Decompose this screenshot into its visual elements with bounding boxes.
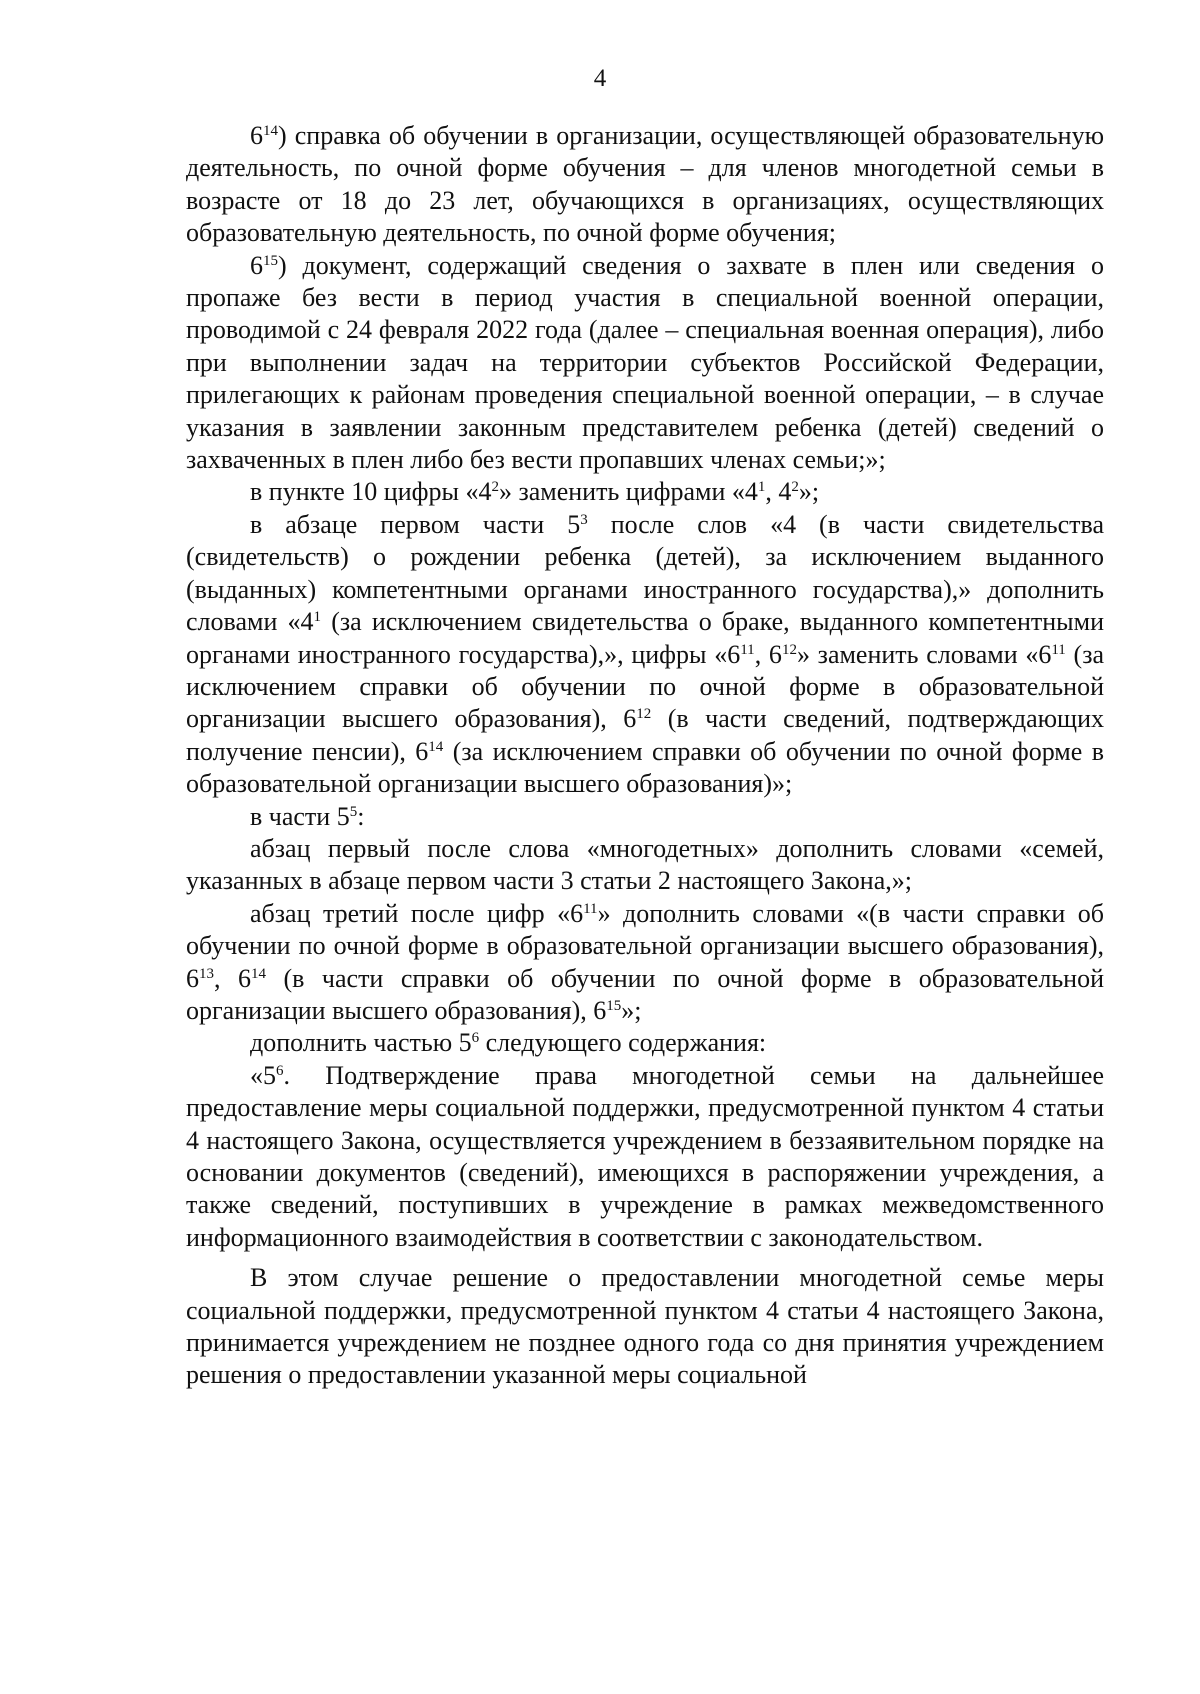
superscript: 1	[313, 609, 322, 626]
superscript: 11	[583, 900, 598, 917]
text-run: (за исключением справки об обучении по очной форме в образовательной организации высшего образования), 6	[186, 639, 1105, 734]
text-run: после слов «4 (в части свидетельства (свидетельств) о рождении ребенка (детей), за исключением выданного (выданных) компетентными органами иностранного государства),» дополнить словами «4	[186, 509, 1104, 637]
text-run: ) справка об обучении в организации, осуществляющей образовательную деятельность, по очной форме обучения – для членов многодетной семьи в возрасте от 18 до 23 лет, обучающихся в организациях, осуществляющих образовательную деятельность, по очной форме обучения;	[186, 121, 1104, 248]
text-run: в части 5	[250, 801, 350, 831]
superscript: 6	[471, 1030, 480, 1047]
text-run: . Подтверждение права многодетной семьи на дальнейшее предоставление меры социальной поддержки, предусмотренной пунктом 4 статьи 4 настоящего Закона, осуществляется учреждением в беззаявительном порядке на основании документов (сведений), имеющихся в распоряжении учреждения, а также сведений, поступивших в учреждение в рамках межведомственного информационного взаимодействия в соответствии с законодательством.	[186, 1060, 1104, 1252]
text-run: » заменить словами «6	[796, 639, 1052, 669]
text-run: (за исключением справки об обучении по очной форме в образовательной организации высшего образования)»;	[186, 736, 1104, 799]
text-run: 6	[250, 250, 263, 280]
superscript: 1	[757, 479, 766, 496]
paragraph	[186, 476, 1104, 508]
text-run: » заменить цифрами «4	[498, 477, 758, 507]
text-run: в пункте 10 цифры «4	[250, 477, 492, 507]
superscript: 14	[263, 123, 278, 139]
superscript: 12	[636, 706, 652, 723]
text-run: «5	[250, 1060, 276, 1090]
text-run: »;	[621, 995, 642, 1025]
paragraph	[186, 1060, 1104, 1254]
text-run: (в части сведений, подтверждающих получение пенсии), 6	[186, 704, 1104, 766]
superscript: 5	[349, 803, 358, 820]
paragraph	[186, 250, 1104, 477]
superscript: 3	[580, 511, 588, 528]
superscript: 15	[263, 252, 278, 269]
paragraph	[186, 833, 1104, 898]
paragraph	[186, 509, 1104, 801]
text-run: »;	[798, 477, 820, 507]
text-run: , 6	[754, 639, 782, 669]
superscript: 11	[740, 641, 755, 658]
text-run: абзац первый после слова «многодетных» дополнить словами «семей, указанных в абзаце первом части 3 статьи 2 настоящего Закона,»;	[186, 833, 1104, 896]
document-body	[186, 120, 1104, 1392]
superscript: 14	[428, 738, 444, 755]
text-run: в абзаце первом части 5	[250, 509, 581, 539]
paragraph	[186, 898, 1104, 1028]
text-run: :	[357, 801, 365, 831]
superscript: 12	[781, 641, 797, 658]
text-run: (в части справки об обучении по очной форме в образовательной организации высшего образования), 6	[186, 963, 1104, 1025]
text-run: (за исключением свидетельства о браке, выданного компетентными органами иностранного государства),», цифры «6	[186, 607, 1104, 669]
superscript: 2	[791, 479, 799, 496]
page-number: 4	[593, 65, 607, 92]
superscript: 2	[491, 479, 499, 496]
text-run: ) документ, содержащий сведения о захвате в плен или сведения о пропаже без вести в период участия в специальной военной операции, проводимой с 24 февраля 2022 года (далее – специальная военная операция), либо при выполнении задач на территории субъектов Российской Федерации, прилегающих к районам проведения специальной военной операции, – в случае указания в заявлении законным представителем ребенка (детей) сведений о захваченных в плен либо без вести пропавших членах семьи;»;	[186, 250, 1104, 475]
superscript: 15	[606, 997, 622, 1014]
paragraph	[186, 801, 1104, 833]
paragraph	[186, 1262, 1104, 1392]
text-run: дополнить частью 5	[250, 1028, 472, 1058]
superscript: 11	[1051, 641, 1066, 658]
text-run: 6	[250, 121, 263, 150]
text-run: , 6	[214, 963, 251, 993]
text-run: , 4	[765, 477, 792, 507]
paragraph	[186, 1027, 1104, 1059]
superscript: 13	[199, 965, 214, 982]
paragraph	[186, 120, 1104, 250]
text-run: » дополнить словами «(в части справки об обучении по очной форме в образовательной организации высшего образования), 6	[186, 898, 1105, 993]
text-run: абзац третий после цифр «6	[250, 898, 584, 928]
text-run: следующего содержания:	[479, 1028, 767, 1058]
text-run: В этом случае решение о предоставлении многодетной семье меры социальной поддержки, предусмотренной пунктом 4 статьи 4 настоящего Закона, принимается учреждением не позднее одного года со дня принятия учреждением решения о предоставлении указанной меры социальной	[186, 1263, 1104, 1390]
superscript: 14	[251, 965, 266, 982]
superscript: 6	[276, 1062, 284, 1079]
